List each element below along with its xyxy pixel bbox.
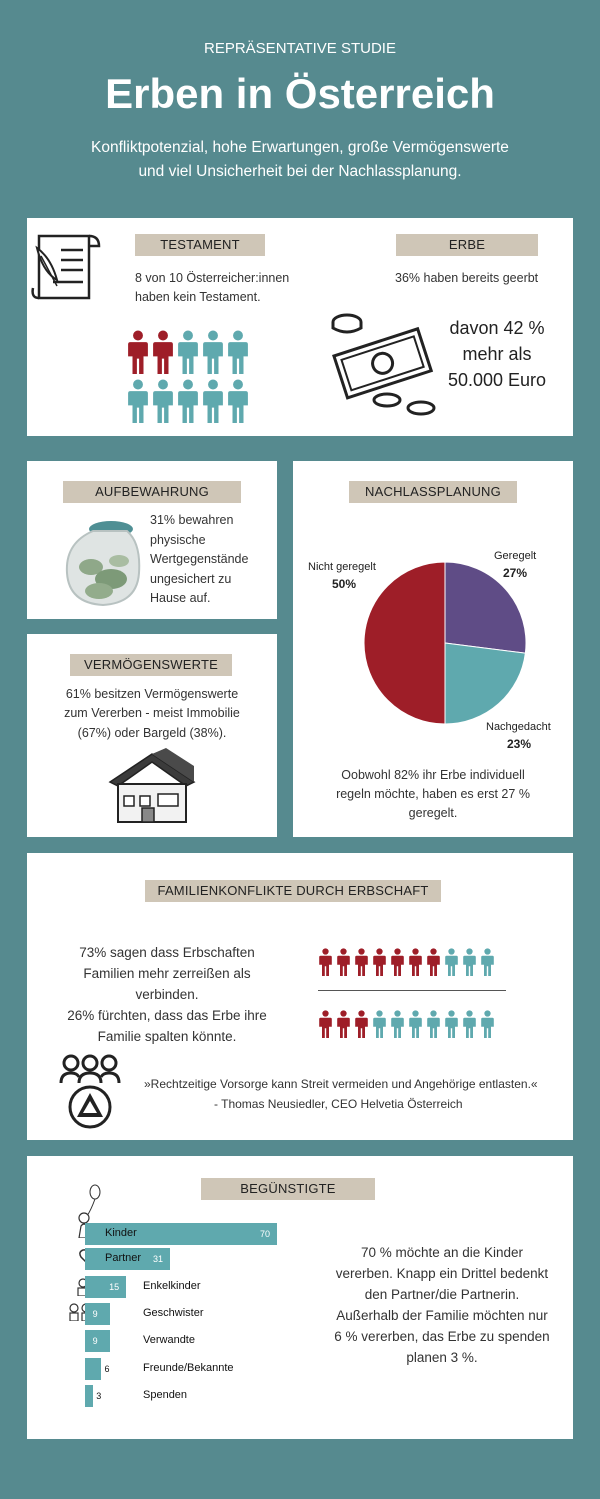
pie-label-nicht-geregelt: Nicht geregelt [308, 561, 376, 573]
beguenstigte-line3: den Partner/die Partnerin. [364, 1287, 520, 1302]
person-icon [336, 948, 351, 976]
pie-slice-nicht-geregelt [364, 562, 445, 724]
person-icon [390, 948, 405, 976]
bar-value: 3 [96, 1391, 102, 1401]
bar-label: Geschwister [143, 1307, 204, 1319]
bar-spenden [85, 1385, 93, 1407]
nachlassplanung-pie-chart [363, 561, 527, 725]
familienkonflikte-tag: FAMILIENKONFLIKTE DURCH ERBSCHAFT [145, 880, 441, 902]
person-icon [177, 379, 199, 423]
person-icon [480, 1010, 495, 1038]
pie-pct-nicht-geregelt: 50% [332, 577, 357, 591]
aufbewahrung-line2: physische [150, 533, 206, 547]
person-icon [444, 1010, 459, 1038]
subtitle-line2: und viel Unsicherheit bei der Nachlassplanung. [138, 163, 462, 180]
aufbewahrung-card [27, 461, 277, 619]
nachlassplanung-card [293, 461, 573, 837]
vermoegenswerte-tag: VERMÖGENSWERTE [70, 654, 232, 676]
familienkonflikte-card [27, 853, 573, 1140]
familie-quote: »Rechtzeitige Vorsorge kann Streit vermeiden und Angehörige entlasten.« [144, 1077, 538, 1091]
house-icon [106, 746, 198, 826]
bar-value: 31 [153, 1254, 164, 1264]
erbe-big-line3: 50.000 Euro [447, 370, 547, 390]
subtitle-line1: Konfliktpotenzial, hohe Erwartungen, große Vermögenswerte [91, 139, 509, 156]
person-icon [462, 948, 477, 976]
bar-value: 9 [92, 1336, 98, 1346]
aufbewahrung-line3: Wertgegenstände [150, 552, 249, 566]
familie-line1: 73% sagen dass Erbschaften [79, 945, 255, 960]
vermoegenswerte-card [27, 634, 277, 837]
person-icon [462, 1010, 477, 1038]
erbe-tag: ERBE [396, 234, 538, 256]
beguenstigte-line2: vererben. Knapp ein Drittel bedenkt [335, 1266, 549, 1281]
header-kicker: REPRÄSENTATIVE STUDIE [204, 40, 396, 57]
person-icon [318, 948, 333, 976]
person-icon [408, 948, 423, 976]
testament-erbe-card [27, 218, 573, 436]
beguenstigte-line6: planen 3 %. [406, 1350, 478, 1365]
person-icon [354, 948, 369, 976]
testament-tag: TESTAMENT [135, 234, 265, 256]
person-icon [202, 330, 224, 374]
beguenstigte-card [27, 1156, 573, 1439]
beguenstigte-line4: Außerhalb der Familie möchten nur [336, 1308, 548, 1323]
jar-icon [61, 517, 145, 609]
person-icon [372, 1010, 387, 1038]
person-icon [480, 948, 495, 976]
person-icon [318, 1010, 333, 1038]
beguenstigte-line5: 6 % vererben, das Erbe zu spenden [334, 1329, 550, 1344]
beguenstigte-bar-chart [27, 1156, 327, 1439]
person-icon [444, 948, 459, 976]
testament-people-grid [125, 330, 255, 428]
bar-label: Spenden [143, 1389, 188, 1401]
person-icon [336, 1010, 351, 1038]
person-icon [127, 330, 149, 374]
familie-people-row2 [316, 1010, 516, 1043]
bar-value: 15 [109, 1282, 120, 1292]
pie-label-geregelt: Geregelt [494, 550, 537, 562]
person-icon [152, 379, 174, 423]
person-icon [354, 1010, 369, 1038]
person-icon [227, 330, 249, 374]
familie-line4: 26% fürchten, dass das Erbe ihre [67, 1008, 267, 1023]
pie-label-nachgedacht: Nachgedacht [486, 721, 551, 733]
familie-line5: Familie spalten könnte. [97, 1029, 237, 1044]
aufbewahrung-line1: 31% bewahren [150, 513, 234, 527]
person-icon [426, 948, 441, 976]
bar-label: Partner [105, 1252, 142, 1264]
familie-line2: Familien mehr zerreißen als [83, 966, 251, 981]
person-icon [408, 1010, 423, 1038]
nachlassplanung-line2: regeln möchte, haben es erst 27 % [336, 787, 530, 801]
bar-value: 6 [104, 1364, 110, 1374]
bar-label: Freunde/Bekannte [143, 1362, 234, 1374]
nachlassplanung-line1: Oobwohl 82% ihr Erbe individuell [341, 768, 525, 782]
bar-value: 9 [92, 1309, 98, 1319]
beguenstigte-line1: 70 % möchte an die Kinder [360, 1245, 524, 1260]
pie-pct-geregelt: 27% [503, 566, 528, 580]
vermoegenswerte-line2: zum Vererben - meist Immobilie [64, 706, 240, 720]
person-icon [227, 379, 249, 423]
bar-label: Verwandte [143, 1334, 195, 1346]
nachlassplanung-line3: geregelt. [408, 806, 458, 820]
bar-value: 70 [260, 1229, 271, 1239]
vermoegenswerte-line3: (67%) oder Bargeld (38%). [77, 726, 227, 740]
beguenstigte-tag: BEGÜNSTIGTE [201, 1178, 375, 1200]
person-icon [177, 330, 199, 374]
testament-line1: 8 von 10 Österreicher:innen [135, 271, 290, 285]
person-icon [152, 330, 174, 374]
aufbewahrung-tag: AUFBEWAHRUNG [63, 481, 241, 503]
document-quill-icon [31, 228, 111, 313]
person-icon [202, 379, 224, 423]
aufbewahrung-line5: Hause auf. [150, 591, 211, 605]
person-icon [372, 948, 387, 976]
person-icon [426, 1010, 441, 1038]
family-group-icon [57, 1053, 123, 1131]
pie-pct-nachgedacht: 23% [507, 737, 532, 751]
erbe-big-line2: mehr als [462, 344, 532, 364]
familie-quote-author: - Thomas Neusiedler, CEO Helvetia Österreich [214, 1097, 463, 1111]
bar-enkelkinder [85, 1276, 126, 1298]
aufbewahrung-line4: ungesichert zu [150, 572, 232, 586]
familie-people-row1 [316, 948, 516, 981]
testament-line2: haben kein Testament. [135, 290, 261, 304]
erbe-line1: 36% haben bereits geerbt [395, 271, 539, 285]
familie-divider [318, 990, 506, 991]
bar-label: Kinder [105, 1227, 137, 1239]
familie-line3: verbinden. [135, 987, 199, 1002]
person-icon [127, 379, 149, 423]
page-title: Erben in Österreich [105, 70, 495, 117]
vermoegenswerte-line1: 61% besitzen Vermögenswerte [65, 687, 239, 701]
bar-freunde-bekannte [85, 1358, 101, 1380]
pie-slice-nachgedacht [445, 643, 525, 724]
nachlassplanung-tag: NACHLASSPLANUNG [349, 481, 517, 503]
person-icon [390, 1010, 405, 1038]
erbe-big-line1: davon 42 % [449, 318, 545, 338]
bar-label: Enkelkinder [143, 1280, 201, 1292]
money-coins-icon [329, 310, 444, 418]
